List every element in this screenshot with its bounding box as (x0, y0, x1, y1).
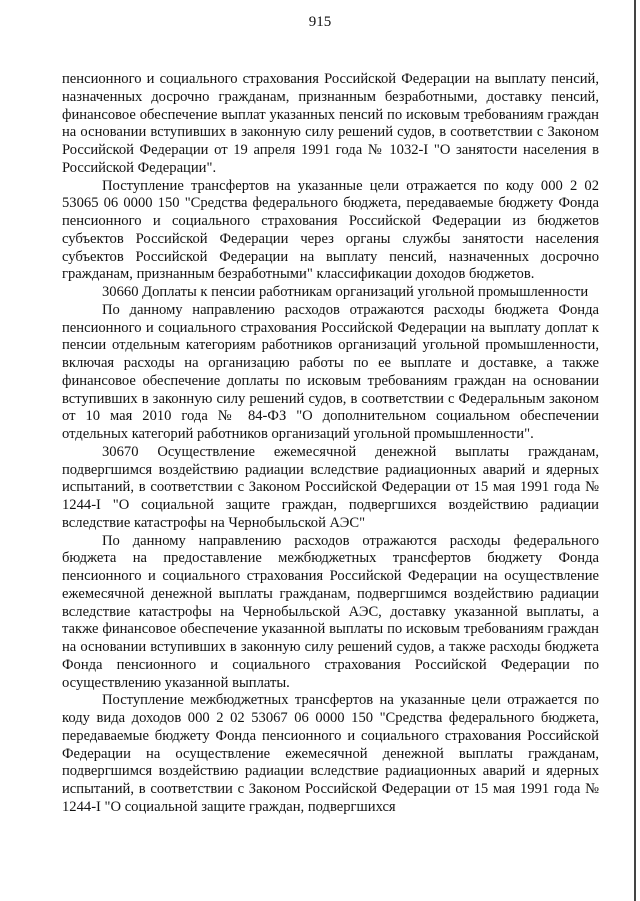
paragraph-continuation: пенсионного и социального страхования Российской Федерации на выплату пенсий, назначенных досрочно гражданам, признанным безработными, доставку пенсий, финансовое обеспечение выплат указанных пенсий по исковым требованиям граждан на основании вступивших в законную силу решений судов, в соответствии с Законом Российской Федерации от 19 апреля 1991 года № 1032-I "О занятости населения в Российской Федерации". (62, 71, 599, 176)
paragraph-30670-description: По данному направлению расходов отражаются расходы федерального бюджета на предоставление межбюджетных трансфертов бюджету Фонда пенсионного и социального страхования Российской Федерации на осуществление ежемесячной денежной выплаты гражданам, подвергшимся воздействию радиации вследствие катастрофы на Чернобыльской АЭС, доставку указанной выплаты, а также финансовое обеспечение указанной выплаты по исковым требованиям граждан на основании вступивших в законную силу решений судов, а также расходы бюджета Фонда пенсионного и социального страхования Российской Федерации по осуществлению указанной выплаты. (62, 532, 599, 691)
scan-edge-border (634, 0, 636, 901)
paragraph-transfer-code-53067: Поступление межбюджетных трансфертов на указанные цели отражается по коду вида доходов 000 2 02 53067 06 0000 150 "Средства федерального бюджета, передаваемые бюджету Фонда пенсионного и социального страхования Российской Федерации на осуществление ежемесячной денежной выплаты гражданам, подвергшимся воздействию радиации вследствие радиационных аварий и ядерных испытаний, в соответствии с Законом Российской Федерации от 15 мая 1991 года № 1244-I "О социальной защите граждан, подвергшихся (62, 692, 599, 815)
document-body (62, 71, 599, 817)
section-heading-30660: 30660 Доплаты к пенсии работникам организаций угольной промышленности (102, 284, 589, 300)
paragraph-transfer-code-53065: Поступление трансфертов на указанные цели отражается по коду 000 2 02 53065 06 0000 150 "Средства федерального бюджета, передаваемые бюджету Фонда пенсионного и социального страхования Российской Федерации из бюджетов субъектов Российской Федерации через органы службы занятости населения субъектов Российской Федерации на выплату пенсий, назначенных досрочно гражданам, признанным безработными" классификации доходов бюджетов. (62, 177, 599, 283)
paragraph-30660-description: По данному направлению расходов отражаются расходы бюджета Фонда пенсионного и социального страхования Российской Федерации на выплату доплат к пенсии отдельным категориям работников организаций угольной промышленности, включая расходы на организацию работы по ее выплате и доставке, а также финансовое обеспечение доплаты по исковым требованиям граждан на основании вступивших в законную силу решений судов, в соответствии с Федеральным законом от 10 мая 2010 года № 84-ФЗ "О дополнительном социальном обеспечении отдельных категорий работников организаций угольной промышленности". (62, 301, 599, 442)
section-heading-30670: 30670 Осуществление ежемесячной денежной выплаты гражданам, подвергшимся воздействию радиации вследствие радиационных аварий и ядерных испытаний, в соответствии с Законом Российской Федерации от 15 мая 1991 года № 1244-I "О социальной защите граждан, подвергшихся воздействию радиации вследствие катастрофы на Чернобыльской АЭС" (62, 443, 599, 531)
page-number: 915 (308, 14, 332, 30)
